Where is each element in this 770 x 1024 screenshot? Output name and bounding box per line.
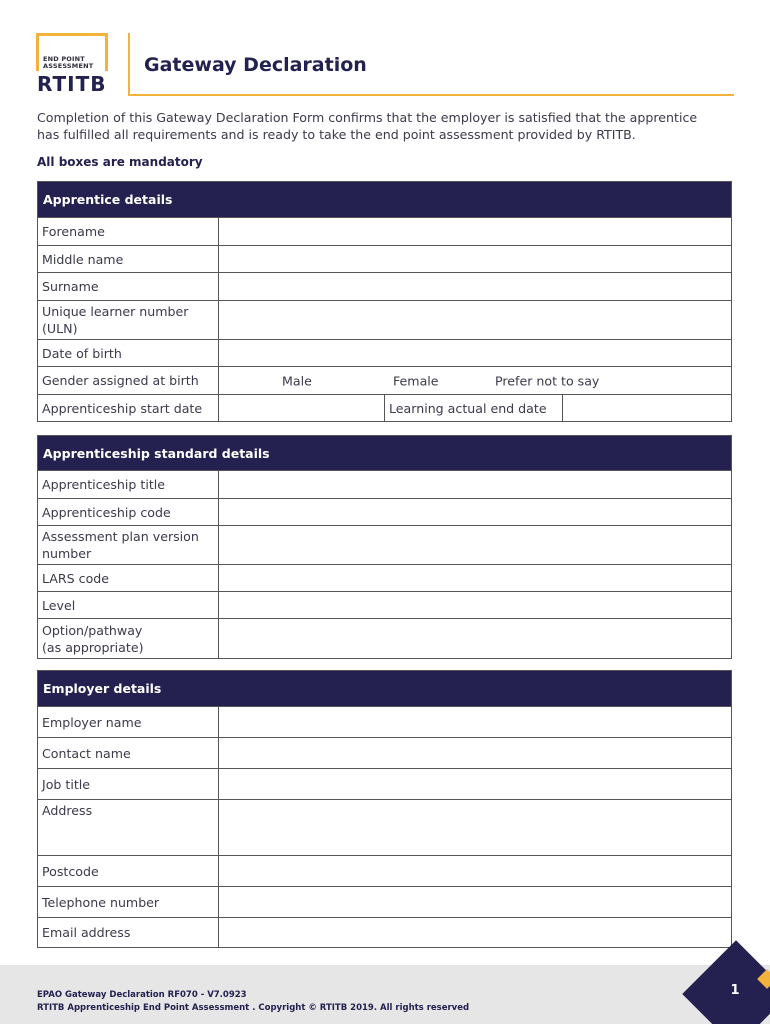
field-label: Level: [38, 592, 219, 618]
field-label: Apprenticeship code: [38, 499, 219, 525]
gender-option-male[interactable]: Male: [282, 373, 312, 388]
form-row-uln: [38, 300, 731, 339]
form-row-dob: [38, 339, 731, 366]
lars-code-field[interactable]: [219, 565, 731, 591]
footer-line-2: RTITB Apprenticeship End Point Assessment . Copyright © RTITB 2019. All rights reserved: [37, 1003, 470, 1013]
gender-options: [219, 367, 731, 394]
field-label-line2: (as appropriate): [42, 639, 144, 655]
page-footer: [0, 965, 770, 1024]
form-row-surname: [38, 272, 731, 300]
page-title: Gateway Declaration: [144, 54, 367, 76]
field-label: Job title: [38, 769, 219, 799]
contact-name-field[interactable]: [219, 738, 731, 768]
form-row-level: [38, 591, 731, 618]
page-header: [36, 33, 734, 97]
postcode-field[interactable]: [219, 856, 731, 886]
form-row-email: [38, 917, 731, 947]
field-label: Date of birth: [38, 340, 219, 366]
field-label: [38, 301, 219, 339]
form-row-phone: [38, 886, 731, 917]
employer-details-section: [37, 670, 732, 948]
apprentice-details-section: [37, 181, 732, 422]
field-label: Postcode: [38, 856, 219, 886]
gender-option-female[interactable]: Female: [393, 373, 439, 388]
field-label-line2: number: [42, 546, 92, 561]
field-label: [38, 619, 219, 658]
forename-field[interactable]: [219, 218, 731, 245]
field-label: Contact name: [38, 738, 219, 768]
form-row-employer-name: [38, 706, 731, 737]
field-label-line1: Assessment plan version: [42, 529, 199, 544]
field-label: Employer name: [38, 707, 219, 737]
surname-field[interactable]: [219, 273, 731, 300]
form-row-gender: [38, 366, 731, 394]
field-label-line2: (ULN): [42, 321, 78, 336]
field-label: Email address: [38, 918, 219, 947]
field-label: Forename: [38, 218, 219, 245]
dob-field[interactable]: [219, 340, 731, 366]
telephone-field[interactable]: [219, 887, 731, 917]
form-row-title: [38, 470, 731, 498]
field-label: Telephone number: [38, 887, 219, 917]
form-row-middle-name: [38, 245, 731, 272]
section-heading: Apprenticeship standard details: [38, 436, 731, 470]
section-heading: Employer details: [38, 671, 731, 706]
field-label: Surname: [38, 273, 219, 300]
form-row-code: [38, 498, 731, 525]
field-label: Address: [38, 800, 219, 855]
uln-field[interactable]: [219, 301, 731, 339]
field-label: Apprenticeship title: [38, 471, 219, 498]
form-row-version: [38, 525, 731, 564]
form-row-contact: [38, 737, 731, 768]
standard-details-section: [37, 435, 732, 659]
intro-line-1: Completion of this Gateway Declaration Form confirms that the employer is satisfied that the apprentice: [37, 110, 698, 125]
logo-subtitle-line1: END POINT: [43, 55, 85, 63]
field-label-line1: Unique learner number: [42, 304, 189, 319]
form-row-address: [38, 799, 731, 855]
rtitb-logo: [36, 33, 112, 95]
form-row-postcode: [38, 855, 731, 886]
footer-line-1: EPAO Gateway Declaration RF070 - V7.0923: [37, 990, 247, 1000]
logo-subtitle: [43, 56, 93, 70]
plan-version-field[interactable]: [219, 526, 731, 564]
middle-name-field[interactable]: [219, 246, 731, 272]
form-row-lars: [38, 564, 731, 591]
header-divider-vertical: [128, 33, 130, 95]
start-date-field[interactable]: [219, 395, 385, 421]
intro-text: [37, 109, 737, 143]
field-label: Apprenticeship start date: [38, 395, 219, 421]
form-row-dates: [38, 394, 731, 421]
form-row-job: [38, 768, 731, 799]
field-label: [38, 526, 219, 564]
intro-line-2: has fulfilled all requirements and is ready to take the end point assessment provided by RTITB.: [37, 127, 636, 142]
option-pathway-field[interactable]: [219, 619, 731, 658]
employer-name-field[interactable]: [219, 707, 731, 737]
level-field[interactable]: [219, 592, 731, 618]
job-title-field[interactable]: [219, 769, 731, 799]
footer-text: [37, 989, 469, 1015]
apprenticeship-code-field[interactable]: [219, 499, 731, 525]
gender-option-prefer-not[interactable]: Prefer not to say: [495, 373, 600, 388]
section-heading: Apprentice details: [38, 182, 731, 217]
mandatory-note: All boxes are mandatory: [37, 155, 203, 169]
address-field[interactable]: [219, 800, 731, 855]
form-row-forename: [38, 217, 731, 245]
email-field[interactable]: [219, 918, 731, 947]
end-date-field[interactable]: [563, 395, 731, 421]
field-label: Middle name: [38, 246, 219, 272]
logo-brand: RTITB: [37, 72, 107, 96]
page-number: 1: [730, 983, 740, 998]
form-row-option: [38, 618, 731, 658]
field-label: LARS code: [38, 565, 219, 591]
apprenticeship-title-field[interactable]: [219, 471, 731, 498]
field-label: Learning actual end date: [385, 395, 563, 421]
header-divider-horizontal: [128, 94, 734, 96]
logo-subtitle-line2: ASSESSMENT: [43, 62, 94, 70]
field-label: Gender assigned at birth: [38, 367, 219, 394]
field-label-line1: Option/pathway: [42, 622, 143, 638]
